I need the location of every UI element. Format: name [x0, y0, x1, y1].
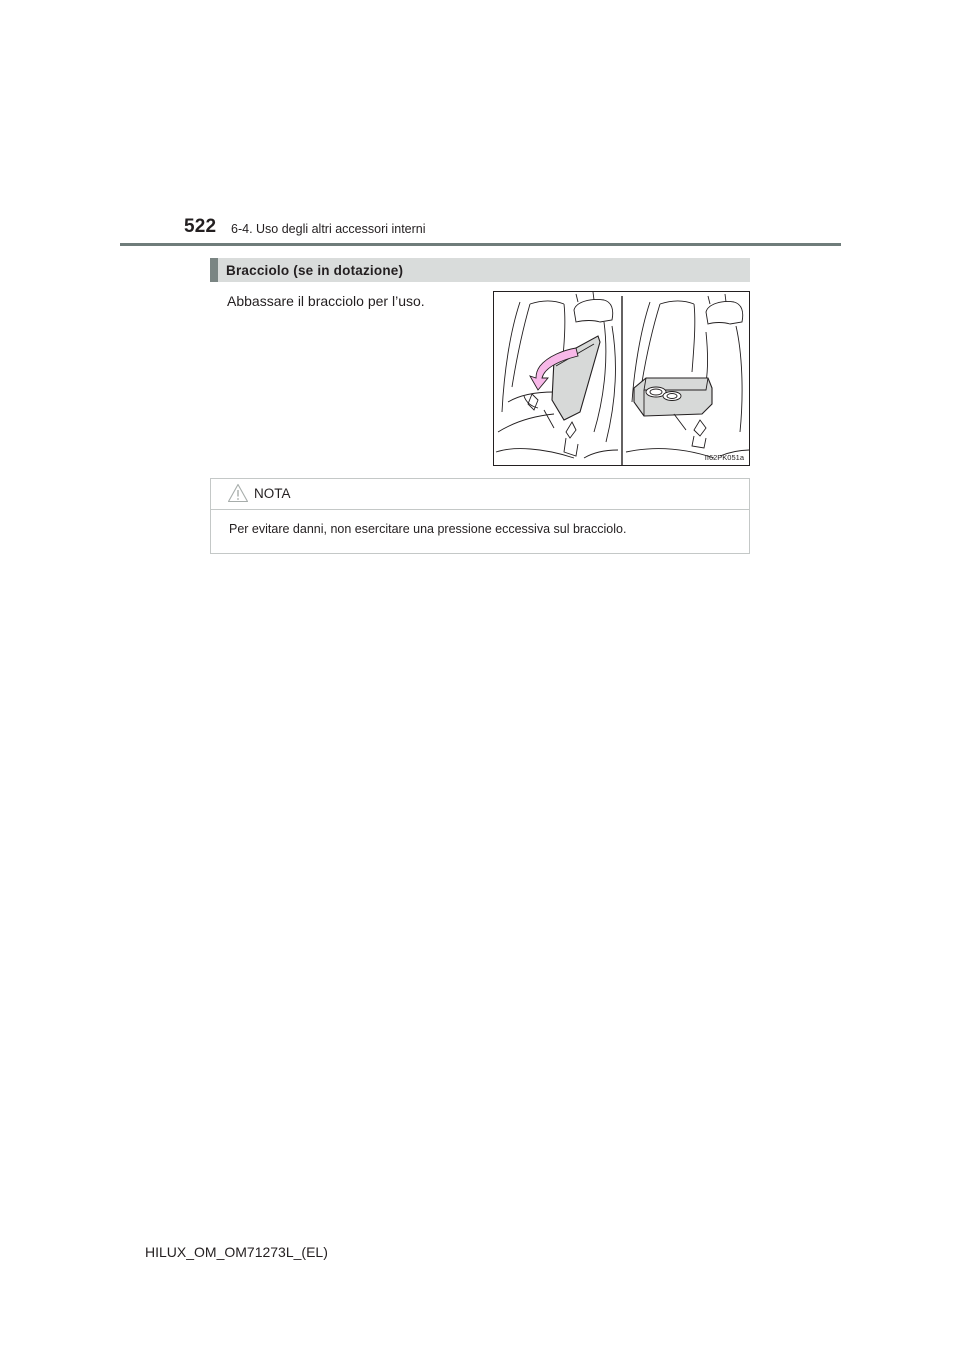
notice-header — [211, 479, 749, 510]
armrest-folded-panel — [496, 292, 618, 458]
instruction-text: Abbassare il bracciolo per l’uso. — [227, 293, 425, 309]
figure-code: II62PK051a — [704, 453, 744, 462]
header-divider — [120, 243, 841, 246]
armrest-unfolded-panel — [626, 294, 750, 458]
notice-title: NOTA — [254, 486, 291, 501]
page-number: 522 — [184, 216, 217, 237]
armrest-drawing — [494, 292, 750, 466]
notice-text: Per evitare danni, non esercitare una pressione eccessiva sul bracciolo. — [229, 522, 627, 536]
section-heading — [210, 258, 750, 282]
notice-box — [210, 478, 750, 554]
document-id: HILUX_OM_OM71273L_(EL) — [145, 1244, 328, 1260]
section-reference: 6-4. Uso degli altri accessori interni — [231, 222, 426, 236]
warning-triangle-icon — [227, 483, 249, 503]
section-heading-text: Bracciolo (se in dotazione) — [226, 262, 404, 278]
armrest-illustration — [493, 291, 750, 466]
